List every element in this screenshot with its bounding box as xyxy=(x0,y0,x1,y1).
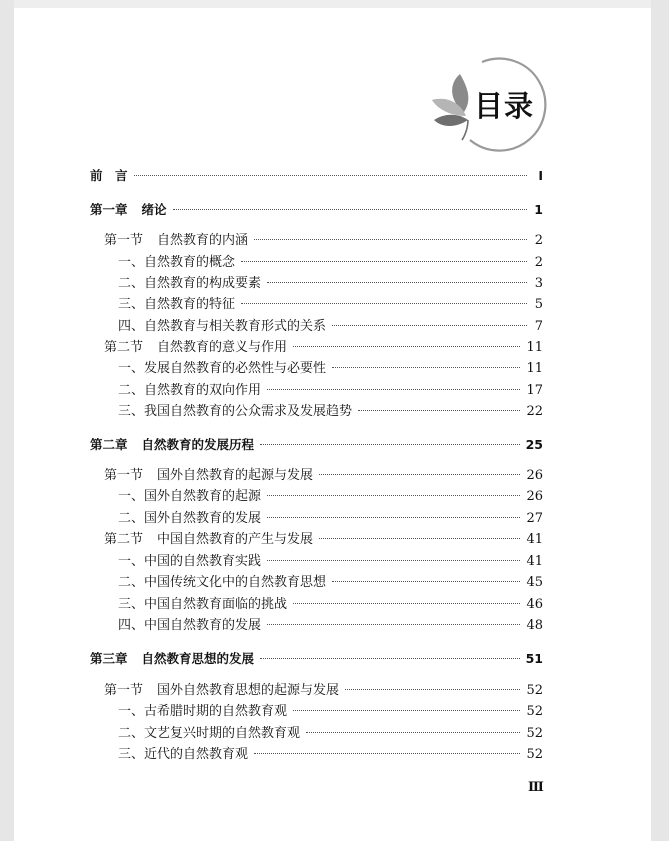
toc-page-number: 25 xyxy=(525,437,543,452)
dot-leader xyxy=(254,239,527,240)
toc-page-number: 22 xyxy=(526,404,543,419)
dot-leader xyxy=(293,710,520,711)
dot-leader xyxy=(306,732,520,733)
toc-label-title: 自然教育思想的发展 xyxy=(141,651,255,666)
toc-label-number: 第二节 xyxy=(104,340,144,355)
toc-section-row[interactable] xyxy=(104,340,543,356)
toc-page-number: 52 xyxy=(526,726,543,741)
toc-page-number: 48 xyxy=(526,618,543,633)
toc-label: 三、我国自然教育的公众需求及发展趋势 xyxy=(118,404,353,419)
toc-label-number: 第一节 xyxy=(104,683,144,698)
toc-label-title: 绪论 xyxy=(141,202,167,217)
toc-label-number: 第二章 xyxy=(90,437,128,452)
toc-label-number: 第一节 xyxy=(104,233,144,248)
toc-page-number: 1 xyxy=(534,202,543,217)
toc-label-title: 自然教育的内涵 xyxy=(157,233,249,248)
toc-label-title: 国外自然教育的起源与发展 xyxy=(157,468,314,483)
toc-chapter-row[interactable] xyxy=(90,437,543,453)
toc-page-number: 52 xyxy=(526,704,543,719)
dot-leader xyxy=(267,624,520,625)
toc-label: 一、中国的自然教育实践 xyxy=(118,554,262,569)
dot-leader xyxy=(267,389,520,390)
toc-page-number: 11 xyxy=(526,340,543,355)
toc-page-number: 17 xyxy=(526,383,543,398)
toc-page-number: 26 xyxy=(526,489,543,504)
toc-label: 一、国外自然教育的起源 xyxy=(118,489,262,504)
toc-item-row[interactable] xyxy=(118,726,543,742)
dot-leader xyxy=(173,209,527,210)
toc-label: 一、发展自然教育的必然性与必要性 xyxy=(118,361,327,376)
toc-label-title: 中国自然教育的产生与发展 xyxy=(157,532,314,547)
toc-page-number: 46 xyxy=(526,597,543,612)
toc-page-number: 52 xyxy=(526,683,543,698)
dot-leader xyxy=(241,261,527,262)
toc-item-row[interactable] xyxy=(118,297,543,313)
toc-item-row[interactable] xyxy=(118,361,543,377)
dot-leader xyxy=(267,560,520,561)
toc-label: 前 言 xyxy=(90,168,128,183)
toc-page-number: 41 xyxy=(526,554,543,569)
toc-item-row[interactable] xyxy=(118,511,543,527)
toc-item-row[interactable] xyxy=(118,404,543,420)
toc-label xyxy=(104,683,339,699)
toc-item-row[interactable] xyxy=(118,747,543,763)
dot-leader xyxy=(332,367,520,368)
toc-label xyxy=(90,437,254,453)
dot-leader xyxy=(267,517,520,518)
toc-label xyxy=(104,233,248,249)
toc-item-row[interactable] xyxy=(118,489,543,505)
toc-item-row[interactable] xyxy=(118,276,543,292)
dot-leader xyxy=(345,689,520,690)
page-title: 目录 xyxy=(474,89,535,123)
toc-label: 三、自然教育的特征 xyxy=(118,297,236,312)
toc-section-row[interactable] xyxy=(104,683,543,699)
toc-label xyxy=(90,651,254,667)
toc-page-number: 41 xyxy=(526,532,543,547)
toc-item-row[interactable] xyxy=(118,575,543,591)
dot-leader xyxy=(319,538,520,539)
dot-leader xyxy=(260,444,520,445)
dot-leader xyxy=(358,410,520,411)
toc-label xyxy=(104,532,313,548)
toc-page-number: 3 xyxy=(534,276,543,291)
toc-page-number: I xyxy=(538,168,543,183)
toc-page-number: 52 xyxy=(526,747,543,762)
toc-label: 四、中国自然教育的发展 xyxy=(118,618,262,633)
toc-chapter-row[interactable] xyxy=(90,202,543,218)
toc-label xyxy=(90,202,167,218)
toc-label: 三、近代的自然教育观 xyxy=(118,747,249,762)
toc-label-number: 第三章 xyxy=(90,651,128,666)
toc-section-row[interactable] xyxy=(104,532,543,548)
toc-chapter-row[interactable] xyxy=(90,168,543,184)
toc-page-number: 2 xyxy=(534,233,543,248)
dot-leader xyxy=(293,603,520,604)
dot-leader xyxy=(134,175,527,176)
dot-leader xyxy=(293,346,520,347)
dot-leader xyxy=(254,753,520,754)
toc-item-row[interactable] xyxy=(118,383,543,399)
toc-label xyxy=(104,340,287,356)
toc-label: 二、中国传统文化中的自然教育思想 xyxy=(118,575,327,590)
dot-leader xyxy=(260,658,520,659)
toc-item-row[interactable] xyxy=(118,704,543,720)
toc-item-row[interactable] xyxy=(118,255,543,271)
dot-leader xyxy=(319,474,520,475)
dot-leader xyxy=(332,325,527,326)
toc-label: 二、自然教育的双向作用 xyxy=(118,383,262,398)
toc-label: 一、自然教育的概念 xyxy=(118,255,236,270)
dot-leader xyxy=(241,303,527,304)
dot-leader xyxy=(267,495,520,496)
toc-label: 二、国外自然教育的发展 xyxy=(118,511,262,526)
toc-page-number: 51 xyxy=(525,651,543,666)
toc-page-number: 2 xyxy=(534,255,543,270)
toc-section-row[interactable] xyxy=(104,233,543,249)
toc-label: 四、自然教育与相关教育形式的关系 xyxy=(118,319,327,334)
toc-label-number: 第一节 xyxy=(104,468,144,483)
toc-page-number: 11 xyxy=(526,361,543,376)
toc-label-number: 第一章 xyxy=(90,202,128,217)
toc-chapter-row[interactable] xyxy=(90,651,543,667)
toc-label-title: 自然教育的意义与作用 xyxy=(157,340,288,355)
toc-page-number: 7 xyxy=(534,319,543,334)
toc-page-number: 5 xyxy=(534,297,543,312)
toc-item-row[interactable] xyxy=(118,554,543,570)
toc-label: 三、中国自然教育面临的挑战 xyxy=(118,597,288,612)
toc-section-row[interactable] xyxy=(104,468,543,484)
toc-label: 二、自然教育的构成要素 xyxy=(118,276,262,291)
toc-page-number: 27 xyxy=(526,511,543,526)
toc-label-title: 自然教育的发展历程 xyxy=(141,437,255,452)
dot-leader xyxy=(267,282,527,283)
toc-item-row[interactable] xyxy=(118,597,543,613)
toc-label-title: 国外自然教育思想的起源与发展 xyxy=(157,683,340,698)
toc-label: 一、古希腊时期的自然教育观 xyxy=(118,704,288,719)
toc-item-row[interactable] xyxy=(118,618,543,634)
toc-label: 二、文艺复兴时期的自然教育观 xyxy=(118,726,301,741)
toc-label-number: 第二节 xyxy=(104,532,144,547)
toc-page-number: 26 xyxy=(526,468,543,483)
page-number: Ⅲ xyxy=(528,780,543,795)
toc-page-number: 45 xyxy=(526,575,543,590)
dot-leader xyxy=(332,581,520,582)
toc-item-row[interactable] xyxy=(118,319,543,335)
toc-label xyxy=(104,468,313,484)
